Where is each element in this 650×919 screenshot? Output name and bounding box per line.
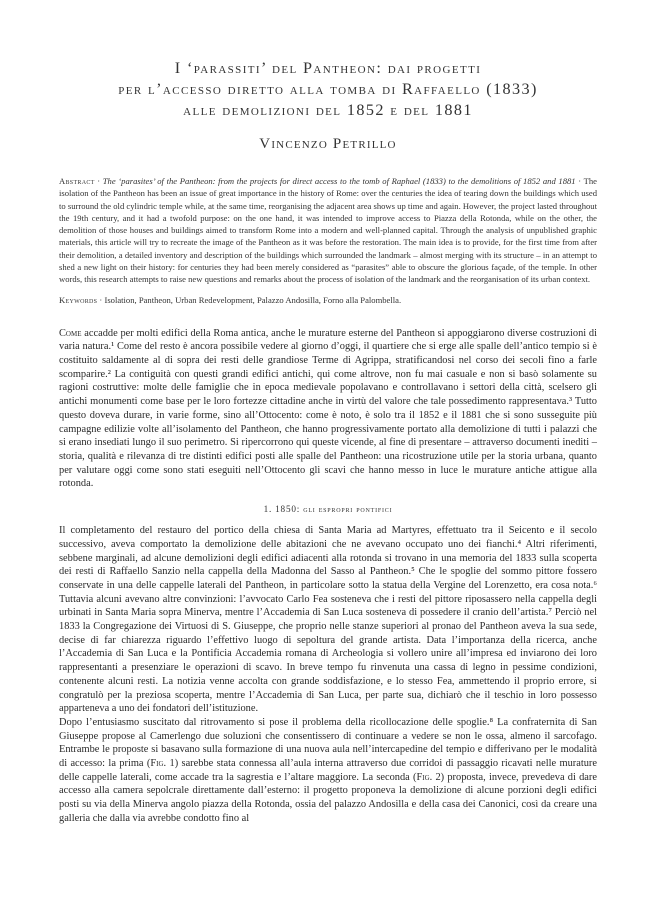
abstract-separator-2: · [575, 176, 584, 186]
body-paragraph-2 [59, 716, 597, 826]
article-title [59, 58, 597, 121]
abstract [59, 175, 597, 286]
keywords-label: Keywords [59, 294, 98, 305]
title-line-3: alle demolizioni del 1852 e del 1881 [183, 101, 473, 119]
section-title: gli espropri pontifici [303, 504, 393, 515]
body-paragraph-2-part-a: Dopo l’entusiasmo suscitato dal ritrovamento si pose il problema della ricollocazione delle spoglie.⁸ La confraternita di San Giuseppe propose al Camerlengo due soluzioni che consentissero di continuare a vedere se non le ossa, almeno il sarcofago. Entrambe le proposte si basavano sulla formazione di una nuova aula nell’intercapedine del tempio e differivano per le modalità di accesso: la prima ( [59, 716, 597, 770]
intro-text: accadde per molti edifici della Roma antica, anche le murature esterne del Pantheon si appoggiarono diverse costruzioni di varia natura.¹ Come del resto è ancora possibile vedere al giorno d’oggi, il quartiere che si erge alle spalle dell’antico tempio si è costituito saldamente al di sopra dei resti delle grandiose Terme di Agrippa, stratificandosi nel corso dei secoli fino a farle scomparire.² La contiguità con questi grandi edifici antichi, qui come altrove, non fu mai casuale e non si basò solamente su ragioni costruttive: molte delle famiglie che in epoca medievale popolavano e controllavano i settori della città, scelsero gli antichi monumenti come base per le loro fortezze cittadine anche in virtù del valore che tale possedimento rappresentava.³ Tutto questo doveva durare, in varie forme, sino all’Ottocento: come è noto, è solo tra il 1852 e il 1881 che si sono susseguite più campagne edilizie volte all’isolamento del Pantheon, che hanno progressivamente portato alla demolizione di tutti i palazzi che si erano insediati lungo il suo perimetro. Si ripercorrono qui queste vicende, al fine di presentare – attraverso documenti inediti – storia, qualità e rilevanza di tre distinti edifici posti alle spalle del Pantheon: una ricostruzione utile per la storia urbana, quanto per valutare oggi come sono stati eseguiti nell’Ottocento gli scavi che hanno messo in luce le murature antiche attigue alla rotonda. [59, 327, 597, 490]
body-paragraph-2-part-c: ) proposta, invece, prevedeva di dare accesso alla camera sepolcrale direttamente dall’esterno: il progetto proponeva la demolizione di alcune porzioni degli edifici posti su via della Minerva angolo piazza della Rotonda, ossia del palazzo Andosilla e della casa dei Canonici, così da creare una galleria che dalla via avrebbe condotto fino al [59, 771, 597, 824]
section-number: 1. 1850: [263, 504, 304, 515]
author-name: Vincenzo Petrillo [259, 136, 397, 152]
abstract-text: The isolation of the Pantheon has been an issue of great importance in the history of Rome: over the centuries the idea of tearing down the buildings which used to surround the old cylindric temple while, at the same time, reorganising the adjacent area shows up time and again. However, the project lasted throughout the 19th century, and it had a twofold purpose: on the one hand, it was intended to improve access to Piazza della Rotonda, while on the other, the demolition of those houses and buildings aimed to transform Rome into a modern and well-planned capital. Through the analysis of unpublished graphic materials, this article will try to recreate the image of the Pantheon as it was before the restoration. The main idea is to provide, for the first time from after their demolition, a detailed inventory and description of the buildings which surrounded the landmark – almost merging with its structure – in an attempt to shed a new light on their history: for centuries they had been merely considered as “parasites” able to obscure the glorious façade, of the temple. In other words, this research attempts to raise new questions and remarks about the process of isolation of the landmark and the reorganisation of its urban context. [59, 176, 597, 285]
body-paragraph-1: Il completamento del restauro del portico della chiesa di Santa Maria ad Martyres, effettuato tra il Seicento e il secolo successivo, aveva comportato la demolizione delle abitazioni che ne avevano occupato uno dei fianchi.⁴ Altri riferimenti, sebbene marginali, ad alcune demolizioni degli edifici adiacenti alla rotonda si trovano in una memoria del 1833 sulla scoperta dei resti di Raffaello Sanzio nella cappella della Madonna del Sasso al Pantheon.⁵ Che le spoglie del sommo pittore fossero conservate in una delle cappelle laterali del Pantheon, in particolare sotto la statua della Vergine del Lorenzetto, era cosa nota.⁶ Tuttavia alcuni avevano altre convinzioni: l’avvocato Carlo Fea sosteneva che i resti del pittore riposassero nella cappella degli urbinati in Santa Maria sopra Minerva, mentre l’Accademia di San Luca sosteneva di possedere il cranio dell’artista.⁷ Perciò nel 1833 la Congregazione dei Virtuosi di S. Giuseppe, che proprio nelle stanze superiori al pronao del Pantheon aveva la sua sede, decise di far chiarezza riguardo l’effettivo luogo di sepoltura del grande artista. Data l’importanza della ricerca, anche l’Accademia di San Luca e la Pontificia Accademia romana di Archeologia si vollero unire all’impresa ed inviarono dei loro rappresentanti a presenziare le operazioni di scavo. In breve tempo fu rinvenuta una cassa di legno in pessime condizioni, contenente alcuni resti. La notizia venne accolta con grande soddisfazione, e lo stesso Fea, ammettendo il proprio errore, si congratulò per la preziosa scoperta, mentre l’Accademia di San Luca, per parte sua, dichiarò che il teschio in loro possesso apparteneva a uno dei fondatori dell’istituzione. [59, 525, 597, 715]
body-text [59, 524, 597, 825]
paper-page [59, 0, 597, 826]
body-paragraph-2-part-b: ) sarebbe stata connessa all’aula interna attraverso due corridoi di passaggio ricavati nelle murature delle cappelle laterali, come accade tra la sagrestia e l’altare maggiore. La seconda ( [59, 758, 597, 783]
section-heading [59, 504, 597, 514]
intro-lead: Come [59, 327, 82, 339]
title-line-1: I ‘parassiti’ del Pantheon: dai progetti [174, 59, 482, 77]
title-line-2: per l’accesso diretto alla tomba di Raffaello (1833) [118, 80, 538, 98]
keywords-text: Isolation, Pantheon, Urban Redevelopment, Palazzo Andosilla, Forno alla Palombella. [104, 294, 402, 305]
abstract-title-italic: The ‘parasites’ of the Pantheon: from the projects for direct access to the tomb of Raphael (1833) to the demolitions of 1852 and 1881 [102, 176, 576, 186]
keywords [59, 294, 597, 306]
abstract-separator: · [94, 176, 103, 186]
fig-1-reference: Fig. 1 [150, 758, 175, 770]
keywords-separator: · [97, 294, 105, 305]
abstract-label: Abstract [59, 176, 95, 186]
intro-paragraph [59, 327, 597, 491]
fig-2-reference: Fig. 2 [416, 771, 441, 783]
